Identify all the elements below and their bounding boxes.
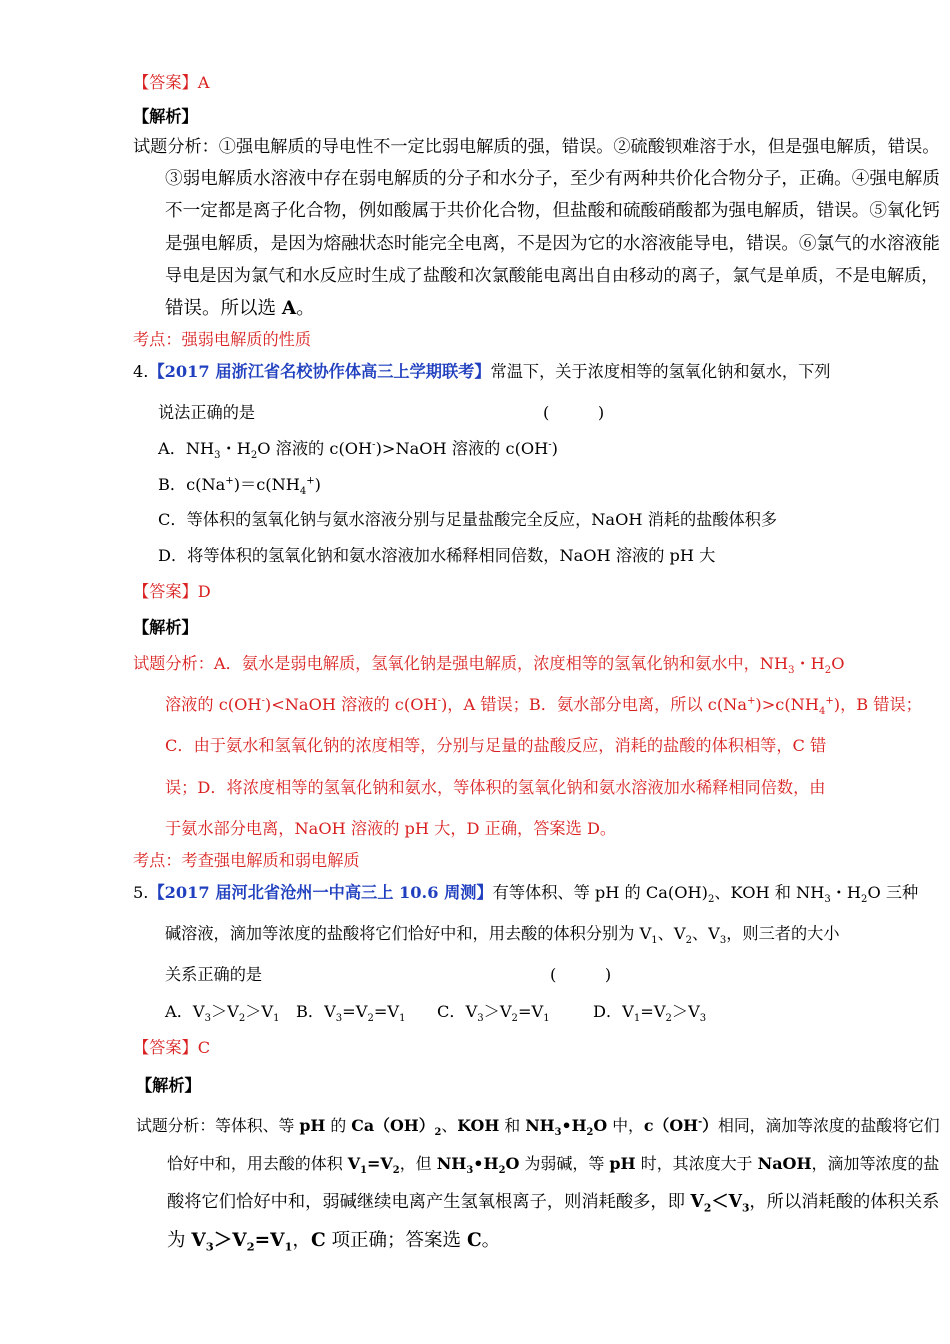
q4-kaodian: 考点：考查强电解质和弱电解质 <box>133 851 360 870</box>
q5-analysis-line-3: 酸将它们恰好中和，弱碱继续电离产生氢氧根离子，则消耗酸多，即 $V_2<V_3$，所以消耗酸的体积关系 <box>167 1192 940 1215</box>
q5-stem-line-2: 碱溶液，滴加等浓度的盐酸将它们恰好中和，用去酸的体积分别为 $V_1$、$V_2$、$V_3$，则三者的大小 <box>165 924 840 947</box>
q4-answer-line: 【答案】D <box>133 582 211 601</box>
answer-value: A <box>197 73 210 92</box>
q5-analysis-line-4: 为 $V_3>V_2=V_1$，C 项正确；答案选 C。 <box>167 1230 501 1254</box>
q5-option-d: D．$V_1=V_2>V_3$ <box>593 1002 707 1025</box>
q4-source: 【2017 届浙江省名校协作体高三上学期联考】 <box>148 362 491 381</box>
q5-answer-value: C <box>197 1038 211 1057</box>
q4-analysis-line-4: 误；D．将浓度相等的氢氧化钠和氨水，等体积的氢氧化钠和氨水溶液加水稀释相同倍数，由 <box>165 778 826 797</box>
analysis-1-line-4: 是强电解质，是因为熔融状态时能完全电离，不是因为它的水溶液能导电，错误。⑥氯气的水溶液能 <box>165 234 940 254</box>
q4-answer-bracket: ( ) <box>543 403 605 422</box>
q4-analysis-line-5: 于氨水部分电离，NaOH 溶液的 pH 大，D 正确，答案选 D。 <box>165 819 617 838</box>
q5-option-b: B．$V_3=V_2=V_1$ <box>296 1002 406 1025</box>
q4-stem-line-1: 4.【2017 届浙江省名校协作体高三上学期联考】常温下，关于浓度相等的氢氧化钠和氨水，下列 <box>133 362 831 381</box>
q5-answer-bracket: ( ) <box>550 965 612 984</box>
analysis-1-line-1: 试题分析：①强电解质的导电性不一定比弱电解质的强，错误。②硫酸钡难溶于水，但是强电解质，错误。 <box>133 137 940 157</box>
q5-stem-line-1: 5.【2017 届河北省沧州一中高三上 10.6 周测】有等体积、等 pH 的 $Ca(OH)_2$、KOH 和 $NH_3$・$H_2O$ 三种 <box>133 883 919 906</box>
q4-analysis-line-2: 溶液的 c(OH-)<NaOH 溶液的 c(OH-)，A 错误；B．氨水部分电离，所以 $c(Na^+)>c(NH_4^+)$，B 错误； <box>165 695 922 718</box>
q5-option-c: C．$V_3>V_2=V_1$ <box>437 1002 550 1025</box>
q5-analysis-line-2: 恰好中和，用去酸的体积 $V_1=V_2$，但 $NH_3•H_2O$ 为弱碱，等 pH 时，其浓度大于 NaOH，滴加等浓度的盐 <box>167 1154 940 1177</box>
q5-analysis-heading: 【解析】 <box>136 1076 201 1095</box>
q5-source: 【2017 届河北省沧州一中高三上 10.6 周测】 <box>148 883 493 902</box>
q4-stem-line-2: 说法正确的是 <box>158 403 256 422</box>
analysis-1-line-2: ③弱电解质水溶液中存在弱电解质的分子和水分子，至少有两种共价化合物分子，正确。④强电解质 <box>165 169 940 189</box>
answer-label: 【答案】 <box>133 73 198 92</box>
q4-answer-value: D <box>197 582 211 601</box>
analysis-1-line-5: 导电是因为氯气和水反应时生成了盐酸和次氯酸能电离出自由移动的离子，氯气是单质，不是电解质， <box>165 266 939 286</box>
q4-analysis-line-3: C．由于氨水和氢氧化钠的浓度相等，分别与足量的盐酸反应，消耗的盐酸的体积相等，C 错 <box>165 736 827 755</box>
q5-option-a: A．$V_3>V_2>V_1$ <box>165 1002 280 1025</box>
analysis-1-line-3: 不一定都是离子化合物，例如酸属于共价化合物，但盐酸和硫酸硝酸都为强电解质，错误。⑤氧化钙 <box>165 201 940 221</box>
q4-option-d: D．将等体积的氢氧化钠和氨水溶液加水稀释相同倍数，NaOH 溶液的 pH 大 <box>158 546 716 565</box>
analysis-heading-1: 【解析】 <box>133 107 198 126</box>
q4-option-b: B．$c(Na^+)=c(NH_4^+)$ <box>158 475 321 498</box>
q5-analysis-line-1: 试题分析：等体积、等 pH 的 $Ca(OH)_2$、KOH 和 $NH_3•H_2O$ 中，c（OH-）相同，滴加等浓度的盐酸将它们 <box>136 1116 940 1139</box>
kaodian-1: 考点：强弱电解质的性质 <box>133 330 312 349</box>
q4-option-a: A．$NH_3$・$H_2O$ 溶液的 c(OH-)>NaOH 溶液的 c(OH-) <box>158 439 558 462</box>
analysis-1-line-6: 错误。所以选 A。 <box>165 298 315 319</box>
q4-analysis-heading: 【解析】 <box>133 618 198 637</box>
q4-analysis-line-1: 试题分析：A．氨水是弱电解质，氢氧化钠是强电解质，浓度相等的氢氧化钠和氨水中，$NH_3$・$H_2O$ <box>133 654 845 677</box>
q5-answer-line: 【答案】C <box>133 1038 211 1057</box>
q5-stem-line-3: 关系正确的是 <box>165 965 263 984</box>
q4-option-c: C．等体积的氢氧化钠与氨水溶液分别与足量盐酸完全反应，NaOH 消耗的盐酸体积多 <box>158 510 778 529</box>
answer-line-1 <box>133 75 209 91</box>
